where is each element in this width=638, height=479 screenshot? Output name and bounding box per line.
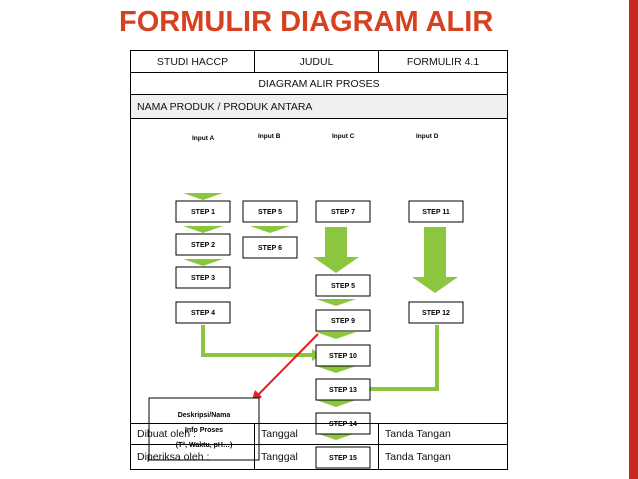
checked-by-label: Diperiksa oleh :: [131, 445, 255, 469]
step-label: STEP 5: [331, 283, 355, 290]
step-label: STEP 3: [191, 275, 215, 282]
description-line: (T°, Waktu, pH…): [175, 442, 233, 449]
big-arrow: [313, 227, 359, 273]
product-name: NAMA PRODUK / PRODUK ANTARA: [137, 100, 313, 113]
flow-line: [367, 325, 437, 389]
page-title: FORMULIR DIAGRAM ALIR: [119, 6, 494, 38]
step-label: STEP 15: [329, 455, 357, 462]
step-label: STEP 2: [191, 242, 215, 249]
input-label: Input A: [192, 135, 215, 142]
signature-label: Tanda Tangan: [385, 428, 451, 440]
pointer-line: [257, 334, 318, 396]
date-label: Tanggal: [255, 445, 379, 469]
step-label: STEP 12: [422, 310, 450, 317]
header-row: [131, 51, 507, 73]
step-label: STEP 6: [258, 245, 282, 252]
input-label: Input D: [416, 133, 439, 140]
connector-arrow: [316, 400, 356, 407]
footer-row-made: [131, 423, 507, 445]
connector-arrow: [183, 259, 223, 266]
step-label: STEP 5: [258, 209, 282, 216]
flow-line: [203, 325, 312, 355]
accent-bar: [629, 0, 638, 479]
big-arrow: [412, 227, 458, 293]
connector-arrow: [316, 366, 356, 373]
signature-label: Tanda Tangan: [385, 451, 451, 463]
footer-row-checked: [131, 445, 507, 469]
description-line: Info Proses: [184, 427, 224, 434]
connector-arrow: [250, 226, 290, 233]
header-form-number: FORMULIR 4.1: [406, 55, 480, 68]
step-label: STEP 13: [329, 387, 357, 394]
subtitle-row: [131, 73, 507, 95]
made-by-label: Dibuat oleh :: [131, 424, 255, 444]
step-label: STEP 14: [329, 421, 357, 428]
input-label: Input B: [258, 133, 281, 140]
connector-arrow: [183, 226, 223, 233]
step-label: STEP 9: [331, 318, 355, 325]
diagram-subtitle: DIAGRAM ALIR PROSES: [258, 77, 380, 90]
step-label: STEP 10: [329, 353, 357, 360]
date-label: Tanggal: [255, 424, 379, 444]
connector-arrow: [316, 299, 356, 306]
flowchart-form: [130, 50, 508, 470]
step-label: STEP 1: [191, 209, 215, 216]
step-label: STEP 4: [191, 310, 215, 317]
product-row: [131, 95, 507, 119]
step-label: STEP 11: [422, 209, 450, 216]
header-study: STUDI HACCP: [131, 51, 255, 72]
description-line: Deskripsi/Nama: [177, 412, 231, 419]
connector-arrow: [183, 193, 223, 200]
input-label: Input C: [332, 133, 355, 140]
header-judul: JUDUL: [255, 51, 379, 72]
step-label: STEP 7: [331, 209, 355, 216]
connector-arrow: [316, 332, 356, 339]
